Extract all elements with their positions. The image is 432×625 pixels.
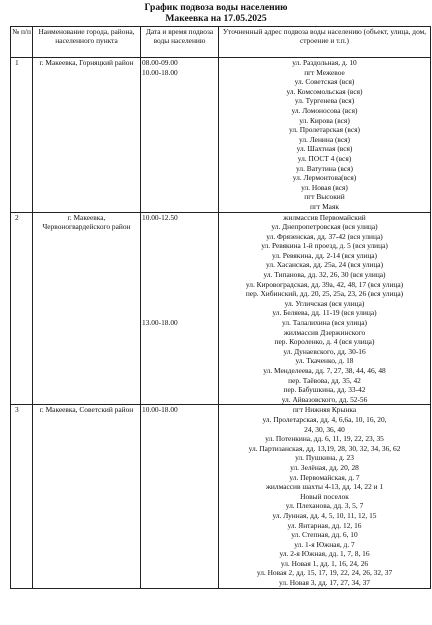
row-number: 3 [15,405,19,415]
time-spacer [142,289,217,299]
address-line: ул. Ткаченко, д. 18 [295,356,354,366]
delivery-time: 10.00-12.50 [142,212,178,222]
address-line: ул. Советская (вся) [294,77,355,87]
address-line: ул. Пролетарская (вся) [289,125,360,135]
table-header-row [11,27,431,58]
address-line: пгт Межевое [304,67,345,77]
address-line: ул. Первомайская, д. 7 [289,472,360,482]
address-line: ул. Хасанская, дд. 25а, 24 (вся улица) [265,260,384,270]
header-city: Наименование города, района, населенного пункта [33,27,141,58]
address-cell [219,212,431,405]
address-line: пгт Маяк [310,201,339,211]
header-num: № п/п [11,27,33,58]
address-line: ул. Новая 1, дд. 1, 16, 24, 26 [280,558,369,568]
row-number-cell [11,58,33,213]
title-line-2: Макеевка на 17.05.2025 [165,13,267,24]
address-line: ул. ПОСТ 4 (вся) [297,153,352,163]
city-district-cell [33,212,141,405]
city-district: г. Макеевка, Червоногвардейского район [42,212,131,232]
address-line: ул. Лунная, дд. 4, 5, 10, 11, 12, 15 [272,510,377,520]
water-schedule-table [10,26,431,589]
time-spacer [142,270,217,280]
time-spacer [142,308,217,318]
address-line: ул. Раздольная, д. 10 [292,58,357,67]
address-line: ул. 1-я Южная, д. 7 [294,539,355,549]
address-line: ул. Днепропетровская (вся улица) [271,222,378,232]
address-line: ул. Пушкина, д. 23 [295,453,354,463]
delivery-time: 13.00-18.00 [142,318,178,328]
table-row [11,405,431,588]
address-line: ул. Лермонтова(вся) [292,173,357,183]
row-number-cell [11,405,33,588]
city-district: г. Макеевка, Горняцкий район [39,58,134,67]
city-district-cell [33,58,141,213]
time-spacer [142,241,217,251]
address-cell [219,405,431,588]
header-address: Уточненный адрес подвоза воды населению (объект, улица, дом, строение и т.п.) [219,27,431,58]
city-district: г. Макеевка, Советский район [39,405,134,415]
table-body [11,58,431,589]
address-line: ул. Типанова, дд. 32, 26, 30 (вся улица) [263,270,386,280]
header-time: Дата и время подвоза воды населению [141,27,219,58]
address-line: ул. Ленина (вся) [298,134,351,144]
address-line: ул. Новая (вся) [301,182,348,192]
delivery-time-cell [141,58,219,213]
page-title [0,2,432,24]
address-line: ул. Кирова (вся) [299,115,350,125]
time-spacer [142,260,217,270]
address-line: пер. Короленко, д. 4 (вся улица) [274,337,375,347]
address-line: пер. Таёвова, дд. 35, 42 [288,375,361,385]
address-line: ул. Угличская (вся улица) [284,298,365,308]
address-line: ул. Ватутина (вся) [296,163,353,173]
address-line: ул. 2-я Южная, дд. 1, 7, 8, 16 [279,549,370,559]
address-line: жилмассив Первомайский [283,212,366,222]
address-line: Новый поселок [300,491,349,501]
table-row [11,212,431,405]
delivery-time-cell [141,405,219,588]
city-district-cell [33,405,141,588]
address-line: ул. Зелёная, дд. 20, 28 [290,462,359,472]
address-line: 24, 30, 36, 40 [304,424,345,434]
row-number: 2 [15,212,19,222]
address-line: ул. Янтарная, дд. 12, 16 [287,520,362,530]
delivery-time: 10.00-18.00 [142,67,178,77]
address-line: ул. Партизанская, дд. 13,19, 28, 30, 32, 34, 36, 62 [248,443,401,453]
address-line: ул. Беляева, дд. 11-19 (вся улица) [272,308,377,318]
address-line: пер. Бабушкина, дд. 33-42 [283,385,366,395]
address-line: пер. Хибинский, дд. 20, 25, 25а, 23, 26 (вся улица) [245,289,404,299]
address-line: ул. Айвазовского, дд. 52-56 [281,394,368,404]
address-line: ул. Новая 2, дд. 15, 17, 19, 22, 24, 26, 32, 37 [256,568,393,578]
address-line: ул. Степная, дд. 6, 10 [291,530,358,540]
time-spacer [142,280,217,290]
address-line: ул. Пролетарская, дд. 4, 6,6а, 10, 16, 20, [262,414,387,424]
address-line: ул. Новая 3, дд. 17, 27, 34, 37 [279,578,370,588]
address-line: ул. Шахтная (вся) [296,144,353,154]
row-number: 1 [15,58,19,67]
address-line: ул. Ломоносова (вся) [291,105,358,115]
address-line: ул. Талалихина (вся улица) [282,318,367,328]
address-line: ул. Ревякина 1-й проезд, д. 5 (вся улица) [261,241,388,251]
title-line-1: График подвоза воды населению [144,2,288,13]
address-line: ул. Плеханова, дд. 3, 5, 7 [285,501,364,511]
address-line: ул. Потенкина, дд. 6, 11, 19, 22, 23, 35 [265,434,384,444]
address-cell [219,58,431,213]
address-line: жилмассив Дзержинского [283,327,366,337]
address-line: ул. Дунаевского, дд. 30-16 [283,346,366,356]
address-line: пгт Высокий [304,192,345,202]
time-spacer [142,299,217,309]
address-line: пгт Нижняя Крынка [292,405,357,415]
table-row [11,58,431,213]
delivery-time: 10.00-18.00 [142,405,178,415]
address-line: ул. Тургенева (вся) [294,96,355,106]
address-line: ул. Менделеева, дд. 7, 27, 38, 44, 46, 48 [263,366,386,375]
time-spacer [142,222,217,232]
delivery-time: 08.00-09.00 [142,58,178,67]
address-line: ул. Ревякина, дд. 2-14 (вся улица) [271,250,378,260]
address-line: ул. Комсомольская (вся) [286,86,363,96]
address-line: жилмассив шахты 4-13, дд. 14, 22 и 1 [265,482,384,492]
time-spacer [142,232,217,242]
address-line: ул. Кировоградская, дд. 39а, 42, 48, 17 (вся улица) [245,279,404,289]
row-number-cell [11,212,33,405]
time-spacer [142,251,217,261]
delivery-time-cell [141,212,219,405]
address-line: ул. Фрязенская, дд. 37-42 (вся улица) [266,231,383,241]
